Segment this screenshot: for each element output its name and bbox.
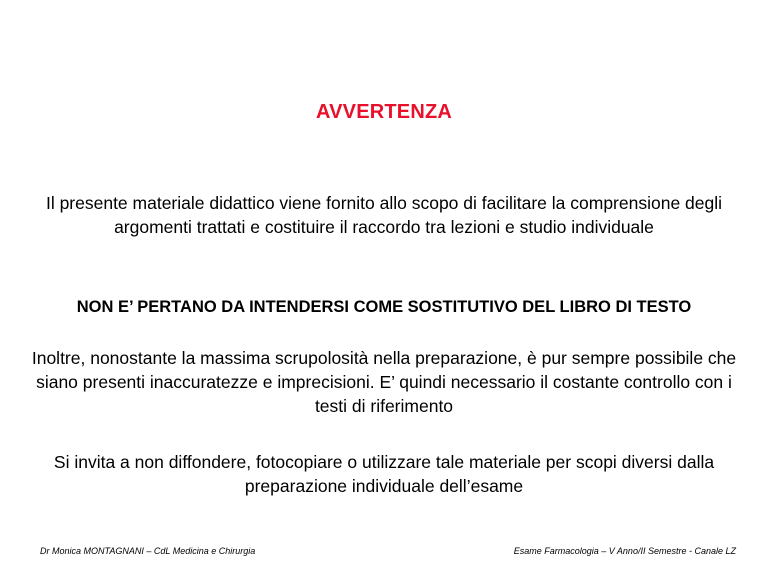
footer-author: Dr Monica MONTAGNANI – CdL Medicina e Chirurgia xyxy=(40,546,256,556)
slide-title: AVVERTENZA xyxy=(315,101,453,123)
footer-course: Esame Farmacologia – V Anno/II Semestre - Canale LZ xyxy=(513,546,736,556)
warning-paragraph: NON E’ PERTANO DA INTENDERSI COME SOSTITUTIVO DEL LIBRO DI TESTO xyxy=(76,298,692,316)
accuracy-paragraph: Inoltre, nonostante la massima scrupolosità nella preparazione, è pur sempre possibile che siano presenti inaccuratezze e imprecisioni. E’ quindi necessario il costante controllo con i testi di riferimento xyxy=(31,348,737,416)
intro-paragraph: Il presente materiale didattico viene fornito allo scopo di facilitare la comprensione degli argomenti trattati e costituire il raccordo tra lezioni e studio individuale xyxy=(45,193,723,237)
distribution-paragraph: Si invita a non diffondere, fotocopiare o utilizzare tale materiale per scopi diversi dalla preparazione individuale dell’esame xyxy=(53,452,715,496)
